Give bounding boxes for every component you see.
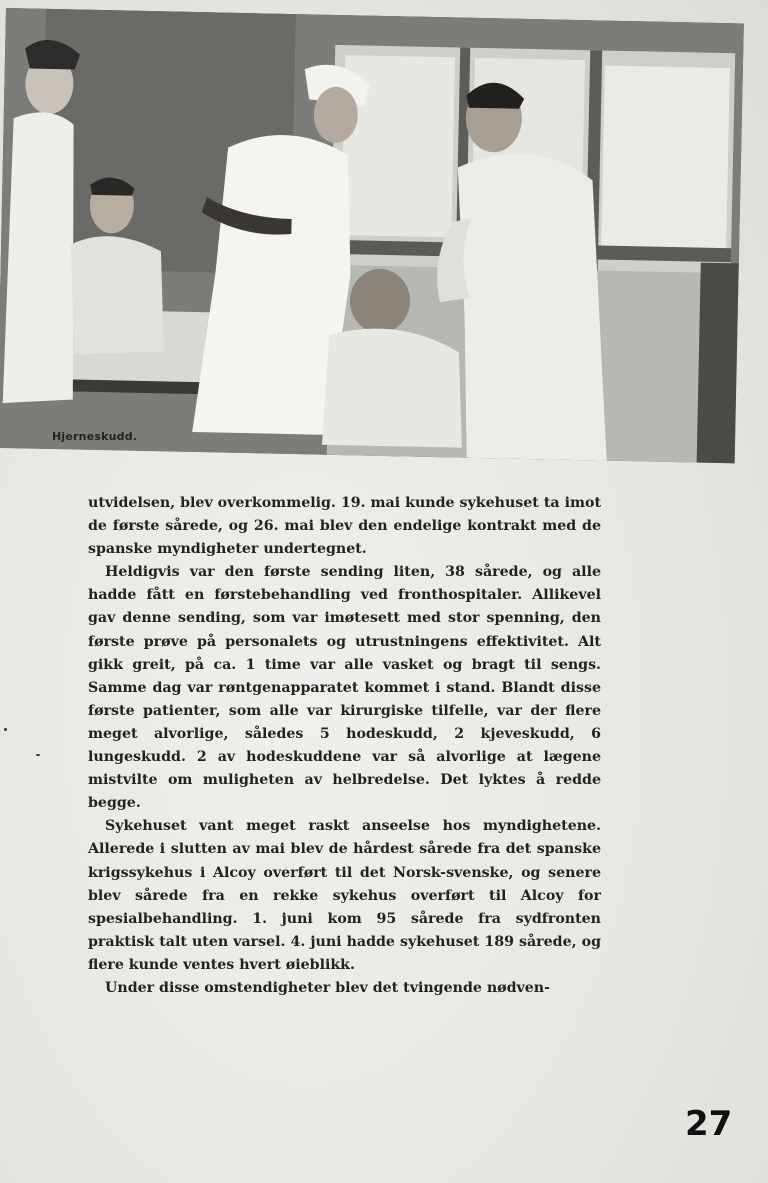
paragraph-continuation: utvidelsen, blev overkommelig. 19. mai kunde sykehuset ta imot de første sårede, og 26. mai blev den endelige kontrakt med de spanske myndigheter undertegnet. xyxy=(88,495,601,558)
paper-speck xyxy=(36,754,40,756)
hospital-photograph xyxy=(0,8,744,463)
paragraph: Sykehuset vant meget raskt anseelse hos myndighetene. Allerede i slutten av mai blev de hårdest sårede fra det spanske krigssykehus i Alcoy overført til det Norsk-svenske, og senere blev sårede fra en rekke sykehus overført til Alcoy for spesialbehandling. 1. juni kom 95 sårede fra sydfronten praktisk talt uten varsel. 4. juni hadde sykehuset 189 sårede, og flere kunde ventes hvert øieblikk. xyxy=(88,818,601,973)
photograph-icon xyxy=(0,8,744,463)
photo-caption: Hjerneskudd. xyxy=(52,430,138,443)
page-number: 27 xyxy=(685,1104,733,1144)
paragraph: Heldigvis var den første sending liten, 38 sårede, og alle hadde fått en førstebehandling ved fronthospitaler. Allikevel gav denne sending, som var imøtesett med stor spenning, den første prøve på personalets og utrustningens effektivitet. Alt gikk greit, på ca. 1 time var alle vasket og bragt til sengs. Samme dag var røntgenapparatet kommet i stand. Blandt disse første patienter, som alle var kirurgiske tilfelle, var der flere meget alvorlige, således 5 hodeskudd, 2 kjeveskudd, 6 lungeskudd. 2 av hodeskuddene var så alvorlige at lægene mistvilte om muligheten av helbredelse. Det lyktes å redde begge. xyxy=(88,564,601,812)
paper-speck xyxy=(4,728,7,731)
body-text xyxy=(88,492,601,1000)
paragraph: Under disse omstendigheter blev det tvingende nødven- xyxy=(105,979,551,996)
